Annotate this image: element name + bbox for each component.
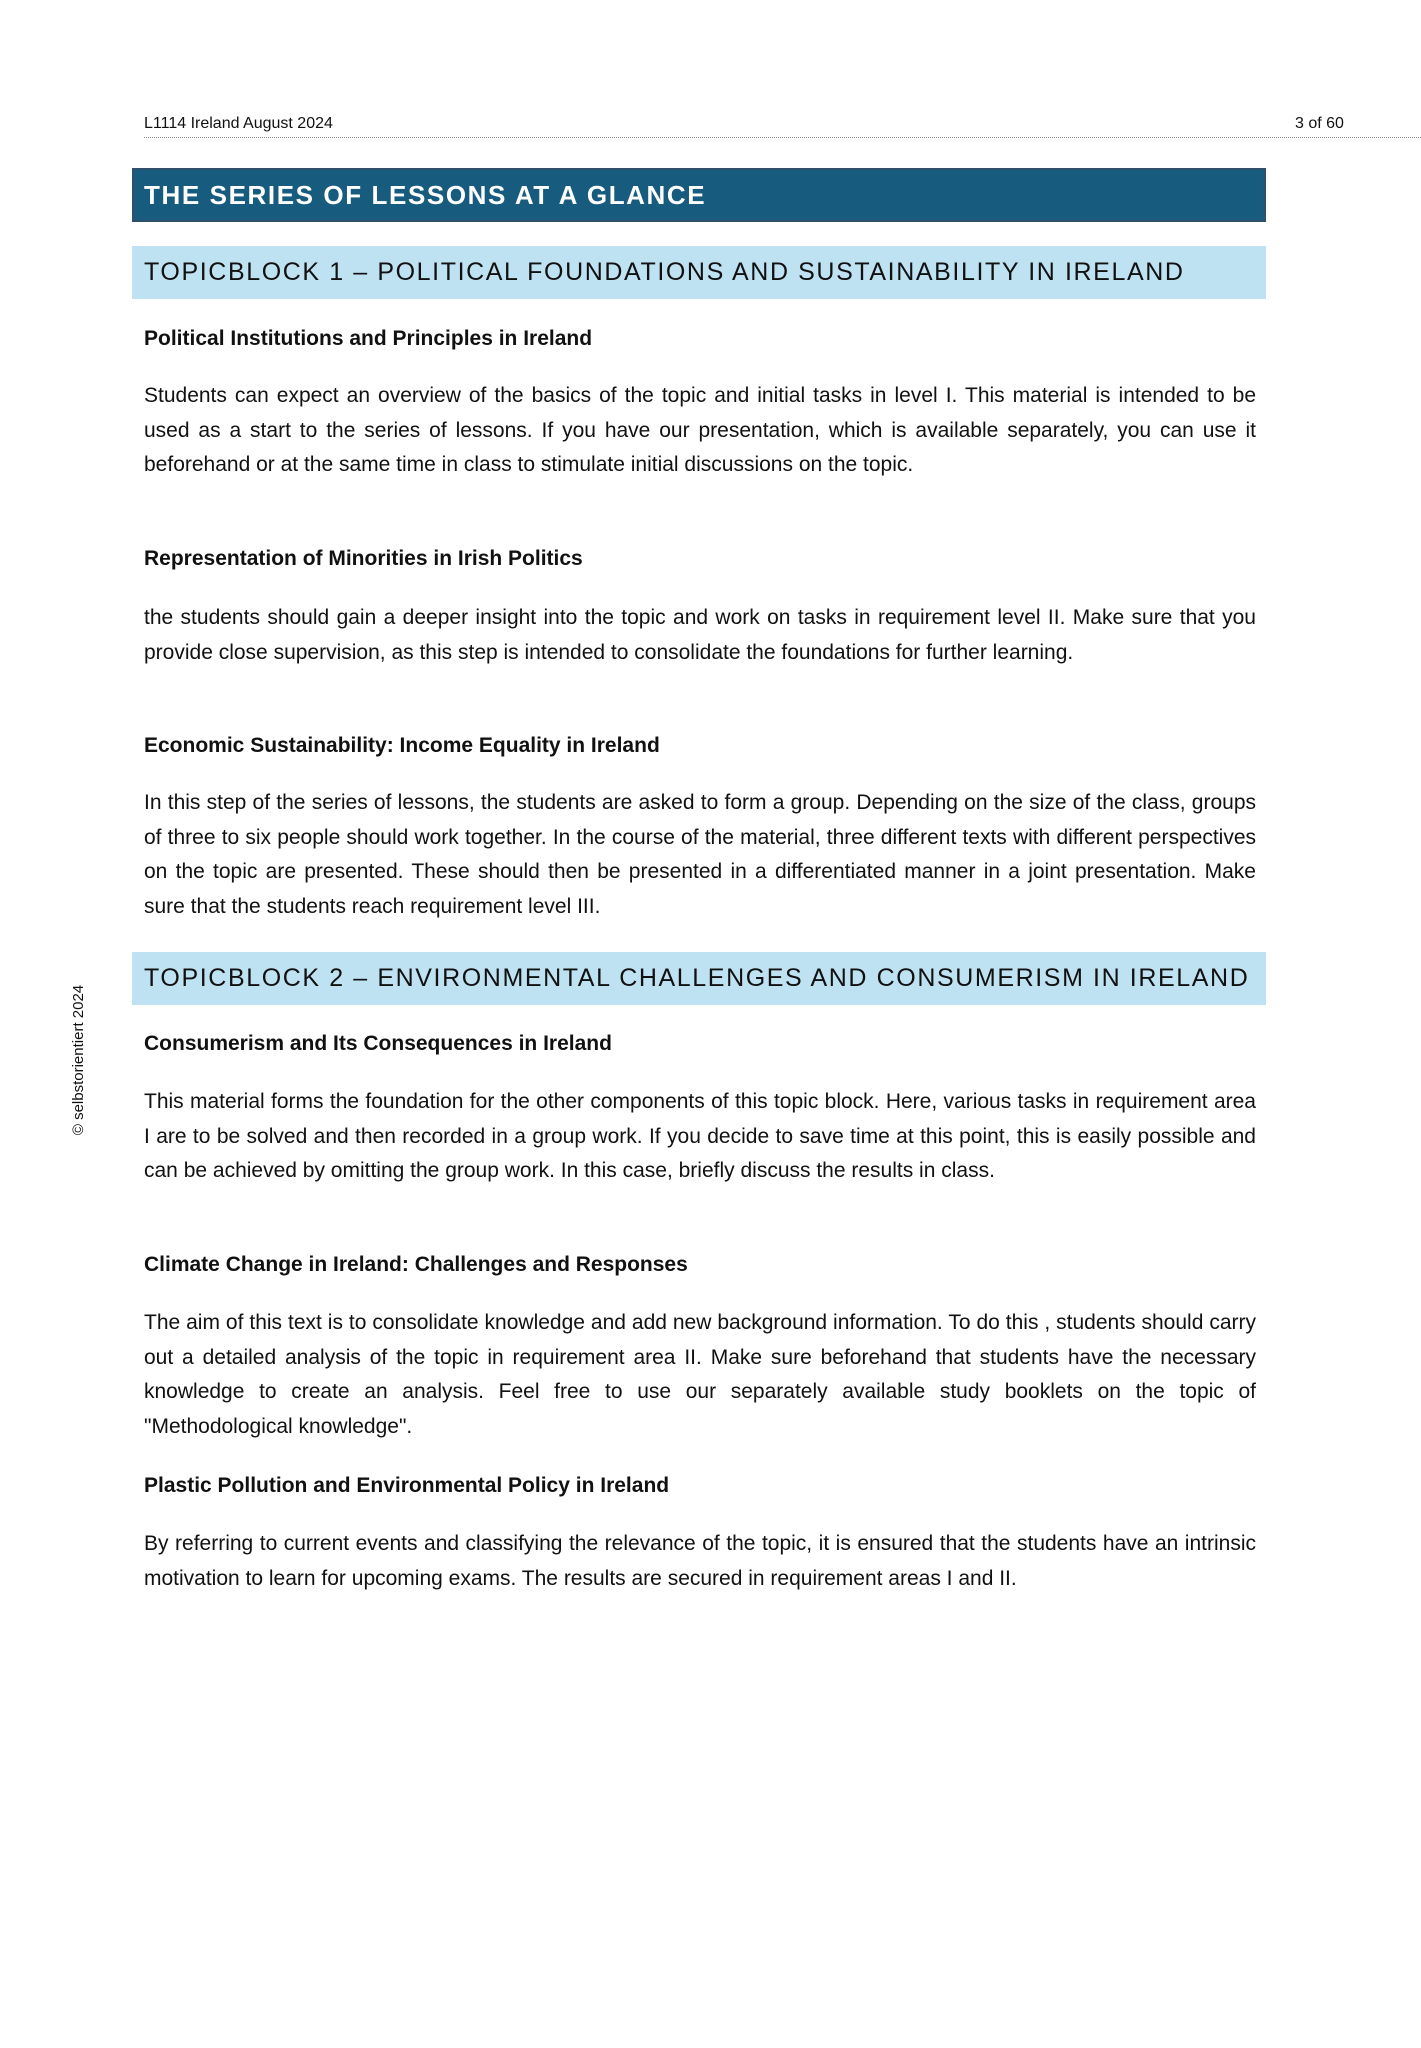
- section-text-consumerism: This material forms the foundation for the other components of this topic block. Here, various tasks in requirement area I are to be solved and then recorded in a group work. If you decide to save time at this point, this is easily possible and can be achieved by omitting the group work. In this case, briefly discuss the results in class.: [144, 1090, 1256, 1182]
- topicblock-1-title: TOPICBLOCK 1 – POLITICAL FOUNDATIONS AND SUSTAINABILITY IN IRELAND: [144, 258, 1185, 286]
- topicblock-2-bar: [132, 952, 1266, 1005]
- section-heading-political-institutions: Political Institutions and Principles in Ireland: [144, 327, 593, 350]
- topicblock-2-title: TOPICBLOCK 2 – ENVIRONMENTAL CHALLENGES AND CONSUMERISM IN IRELAND: [144, 964, 1250, 992]
- section-heading-climate-change: Climate Change in Ireland: Challenges and Responses: [144, 1253, 688, 1276]
- page-header: [144, 112, 1421, 138]
- section-heading-consumerism: Consumerism and Its Consequences in Ireland: [144, 1032, 612, 1055]
- section-heading-economic-sustainability: Economic Sustainability: Income Equality in Ireland: [144, 734, 660, 757]
- section-text-political-institutions: Students can expect an overview of the basics of the topic and initial tasks in level I. This material is intended to be used as a start to the series of lessons. If you have our presentation, which is available separately, you can use it beforehand or at the same time in class to stimulate initial discussions on the topic.: [144, 384, 1256, 476]
- main-title-bar: [132, 168, 1266, 222]
- section-heading-plastic-pollution: Plastic Pollution and Environmental Policy in Ireland: [144, 1474, 670, 1497]
- page-number: 3 of 60: [1295, 115, 1344, 132]
- section-heading-minorities: Representation of Minorities in Irish Politics: [144, 547, 583, 570]
- section-text-climate-change: The aim of this text is to consolidate knowledge and add new background information. To do this , students should carry out a detailed analysis of the topic in requirement area II. Make sure beforehand that students have the necessary knowledge to create an analysis. Feel free to use our separately available study booklets on the topic of "Methodological knowledge".: [144, 1311, 1256, 1438]
- section-text-economic-sustainability: In this step of the series of lessons, the students are asked to form a group. Depending on the size of the class, groups of three to six people should work together. In the course of the material, three different texts with different perspectives on the topic are presented. These should then be presented in a differentiated manner in a joint presentation. Make sure that the students reach requirement level III.: [144, 791, 1256, 918]
- copyright-notice: © selbstorientiert 2024: [70, 984, 87, 1136]
- section-text-plastic-pollution: By referring to current events and classifying the relevance of the topic, it is ensured that the students have an intrinsic motivation to learn for upcoming exams. The results are secured in requirement areas I and II.: [144, 1532, 1256, 1590]
- section-text-minorities: the students should gain a deeper insight into the topic and work on tasks in requirement level II. Make sure that you provide close supervision, as this step is intended to consolidate the foundations for further learning.: [144, 606, 1256, 664]
- page-title: THE SERIES OF LESSONS AT A GLANCE: [144, 180, 707, 210]
- topicblock-1-bar: [132, 246, 1266, 299]
- document-reference: L1114 Ireland August 2024: [144, 115, 333, 132]
